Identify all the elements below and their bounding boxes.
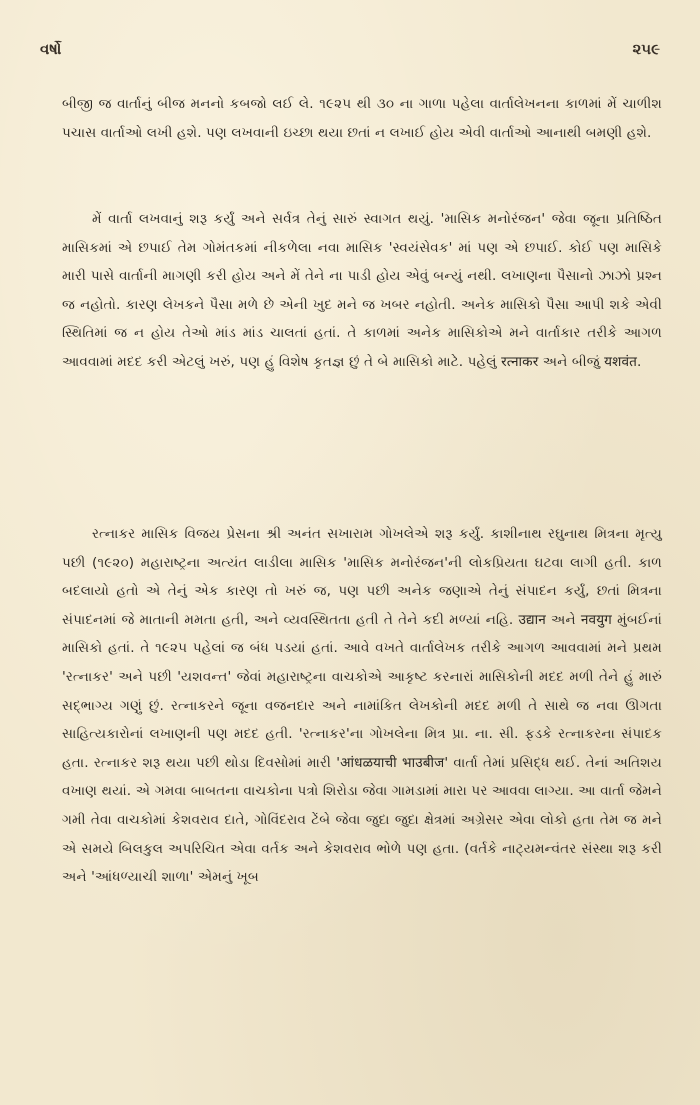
paragraph-ratnakar: રત્નાકર માસિક વિજય પ્રેસના શ્રી અનંત સખારામ ગોખલેએ શરૂ કર્યું. કાશીનાથ રઘુનાથ મિત્રના મૃત્યુ પછી (૧૯૨૦) મહારાષ્ટ્રના અત્યંત લાડીલા માસિક 'માસિક મનોરંજન'ની લોકપ્રિયતા ઘટવા લાગી હતી. કાળ બદલાયો હતો એ તેનું એક કારણ તો ખરું જ, પણ પછી અનેક જણાએ તેનું સંપાદન કર્યું, છતાં મિત્રના સંપાદનમાં જે માતાની મમતા હતી, અને વ્યવસ્થિતતા હતી તે તેને કદી મળ્યાં નહિ. उद्यान અને नवयुग મુંબઈનાં માસિકો હતાં. તે ૧૯૨૫ પહેલાં જ બંધ પડયાં હતાં. આવે વખતે વાર્તાલેખક તરીકે આગળ આવવામાં મને પ્રથમ 'રત્નાકર' અને પછી 'યશવન્ત' જેવાં મહારાષ્ટ્રના વાચકોએ આકૃષ્ટ કરનારાં માસિકોની મદદ મળી તેને હું મારું સદ્ભાગ્ય ગણું છું. રત્નાકરને જૂના વજનદાર અને નામાંકિત લેખકોની મદદ મળી તે સાથે જ નવા ઊગતા સાહિત્યકારોનાં લખાણની પણ મદદ હતી. 'રત્નાકર'ના ગોખલેના મિત્ર પ્રા. ના. સી. ફડકે રત્નાકરના સંપાદક હતા. રત્નાકર શરૂ થયા પછી થોડા દિવસોમાં મારી 'आंधळयाची भाउबीज' વાર્તા તેમાં પ્રસિદ્ધ થઈ. તેનાં અતિશય વખાણ થયાં. એ ગમવા બાબતના વાચકોના પત્રો શિરોડા જેવા ગામડામાં મારા પર આવવા લાગ્યા. આ વાર્તા જેમને ગમી તેવા વાચકોમાં કેશવરાવ દાતે, ગોવિંદરાવ ટેંબે જેવા જુદા જુદા ક્ષેત્રમાં અગ્રેસર એવા લોકો હતા તેમ જ મને એ સમયે બિલકુલ અપરિચિત એવા વર્તક અને કેશવરાવ ભોળે પણ હતા. (વર્તકે નાટ્યમન્વંતર સંસ્થા શરૂ કરી અને 'આંધળ્યાચી શાળા' એમનું ખૂબ [62, 526, 662, 886]
paragraph-continuation: બીજી જ વાર્તાનું બીજ મનનો કબજો લઈ લે. ૧૯૨૫ થી ૩૦ ના ગાળા પહેલા વાર્તાલેખનના કાળમાં મેં ચાળીશ પચાસ વાર્તાઓ લખી હશે. પણ લખવાની ઇચ્છા થયા છતાં ન લખાઈ હોય એવી વાર્તાઓ આનાથી બમણી હશે. [62, 96, 662, 141]
running-head-title: વર્ષો [40, 40, 62, 58]
page-number: ૨૫૯ [632, 40, 660, 58]
paragraph-story-writing: મેં વાર્તા લખવાનું શરૂ કર્યું અને સર્વત્ર તેનું સારું સ્વાગત થયું. 'માસિક મનોરંજન' જેવા જૂના પ્રતિષ્ઠિત માસિકમાં એ છપાઈ તેમ ગોમંતકમાં નીકળેલા નવા માસિક 'સ્વયંસેવક' માં પણ એ છપાઈ. કોઈ પણ માસિકે મારી પાસે વાર્તાની માગણી કરી હોય અને મેં તેને ના પાડી હોય એવું બન્યું નથી. લખાણના પૈસાનો ઝાઝો પ્રશ્ન જ નહોતો. કારણ લેખકને પૈસા મળે છે એની ખુદ મને જ ખબર નહોતી. અનેક માસિકો પૈસા આપી શકે એવી સ્થિતિમાં જ ન હોય તેઓ માંડ માંડ ચાલતાં હતાં. તે કાળમાં અનેક માસિકોએ મને વાર્તાકાર તરીકે આગળ આવવામાં મદદ કરી એટલું ખરું, પણ હું વિશેષ કૃતજ્ઞ છું તે બે માસિકો માટે. પહેલું रत्नाकर અને બીજું यशवंत. [62, 211, 662, 370]
